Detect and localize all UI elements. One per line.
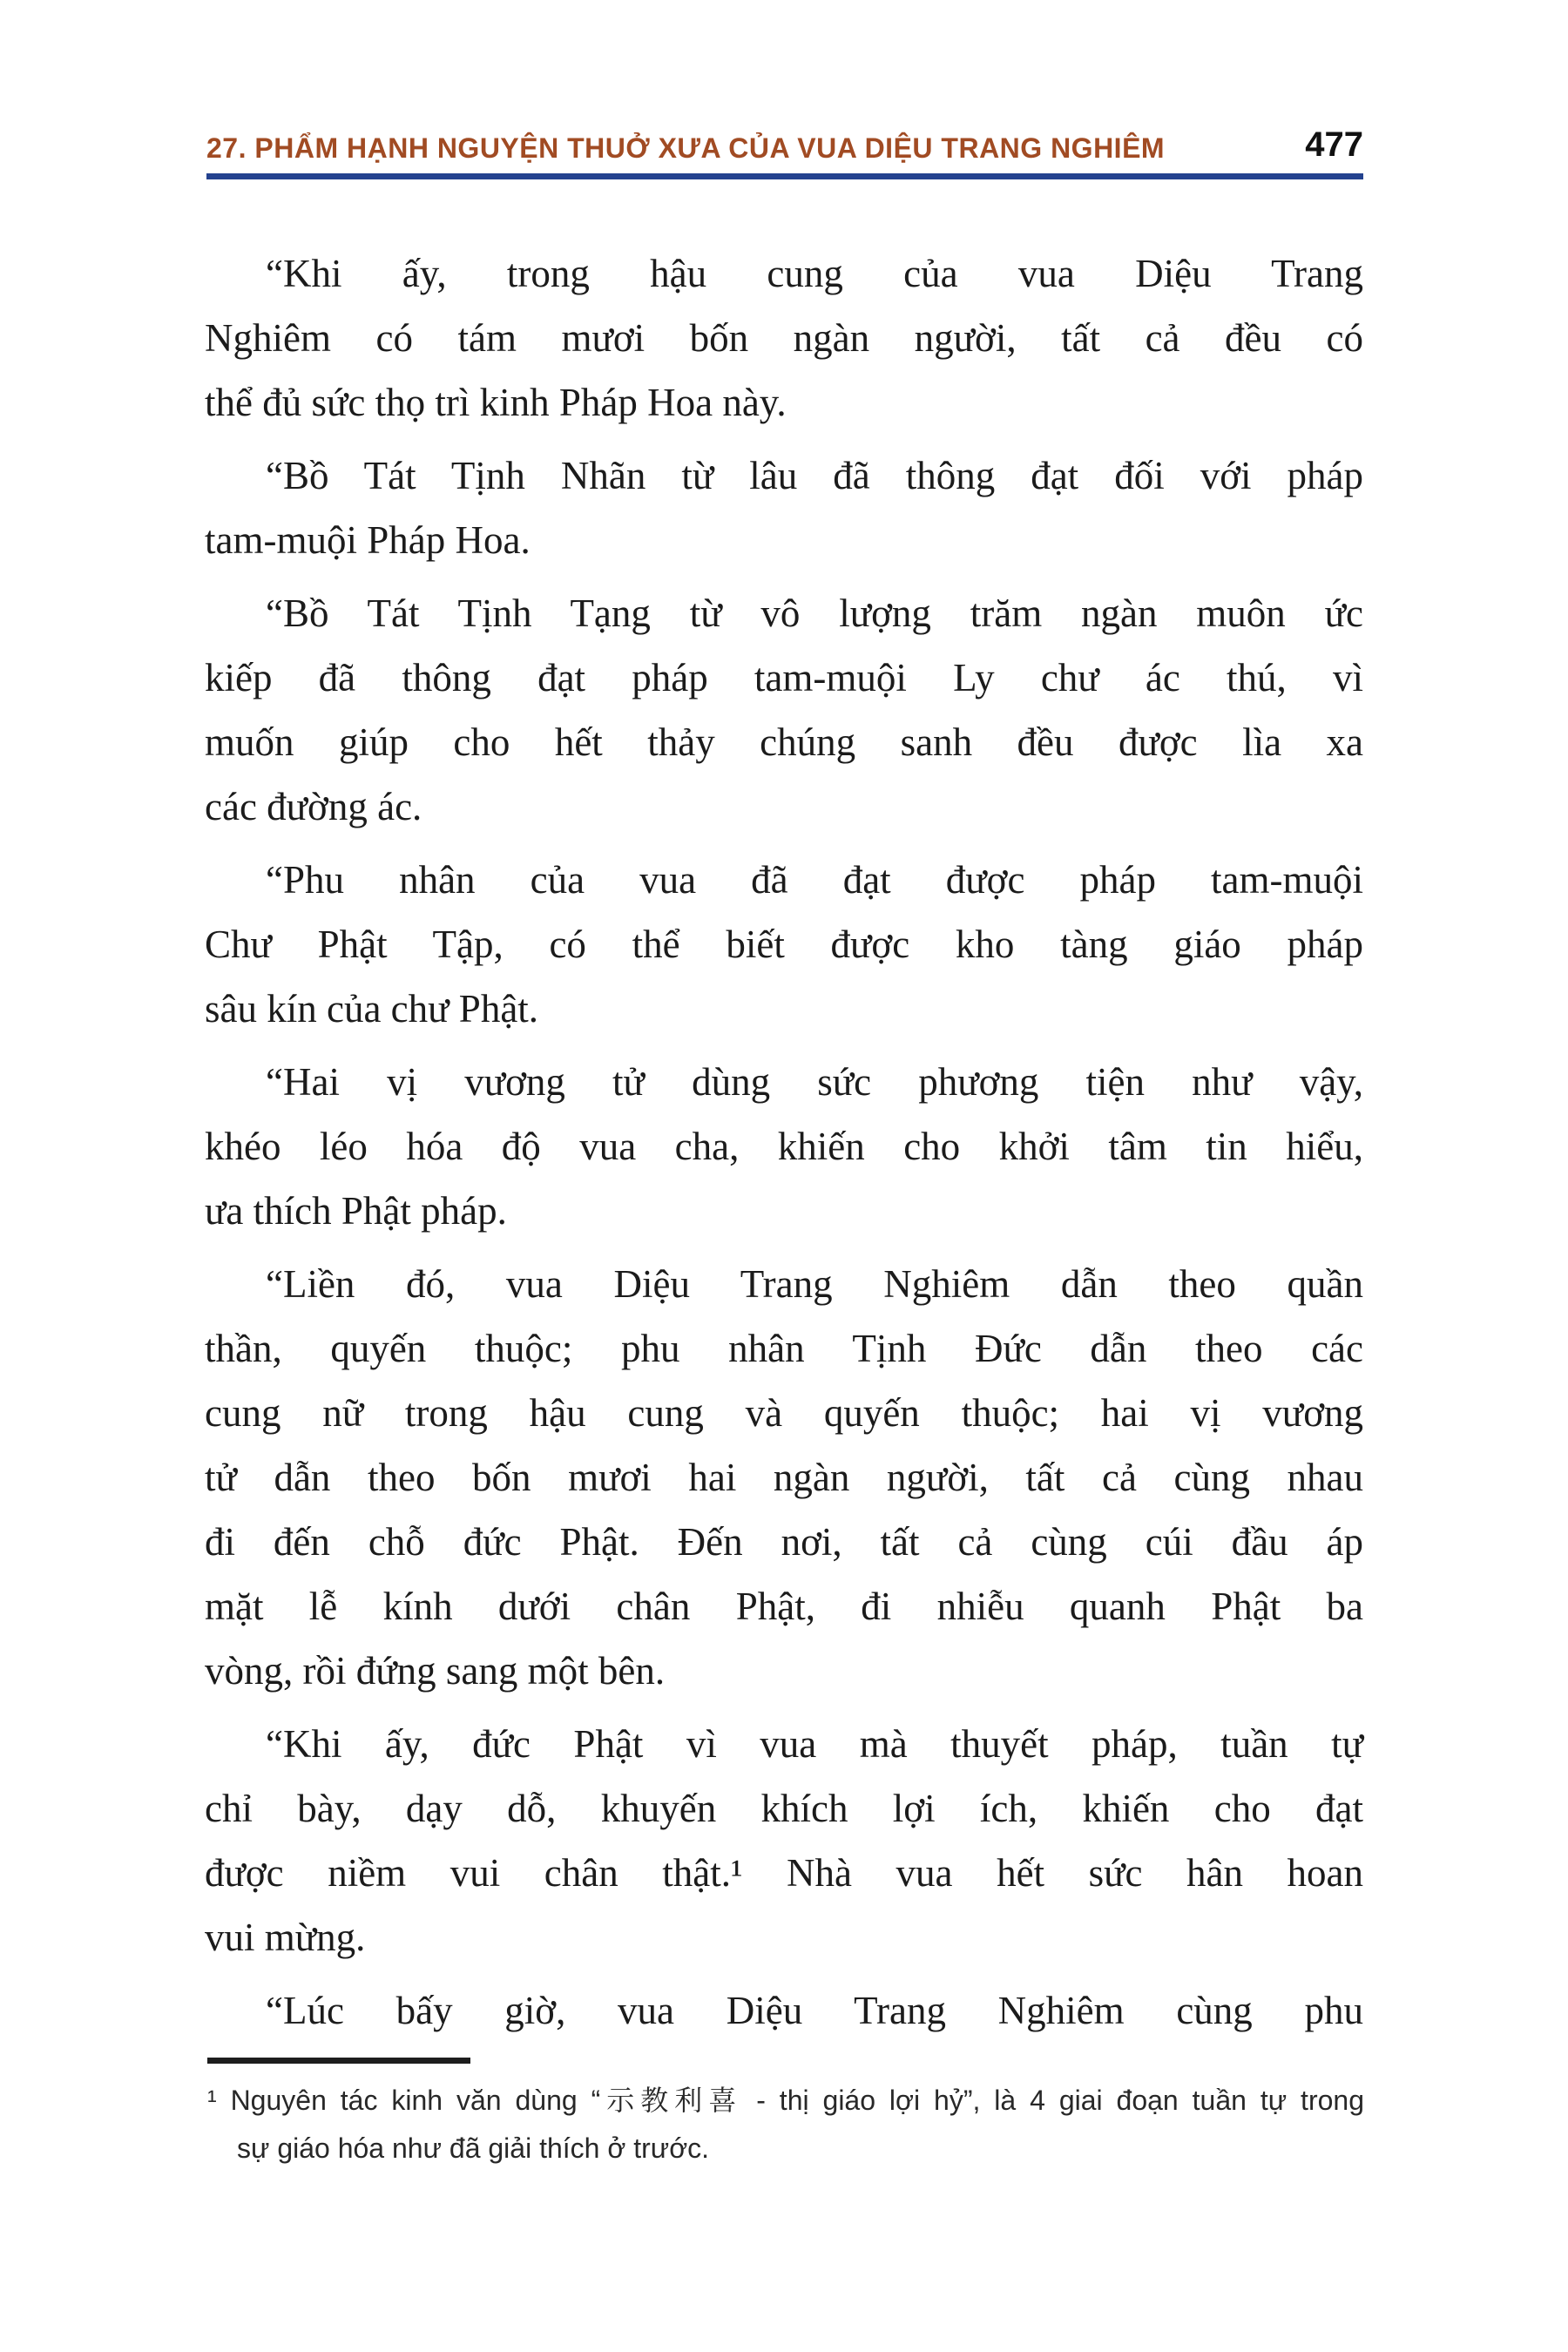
paragraph: [205, 1978, 1363, 2043]
paragraph-line: “Hai vị vương tử dùng sức phương tiện như vậy,: [266, 1060, 1363, 1104]
paragraph-line: các đường ác.: [205, 785, 422, 828]
paragraph-line: “Bồ Tát Tịnh Nhãn từ lâu đã thông đạt đối với pháp: [266, 454, 1363, 497]
footnote-line: ¹ Nguyên tác kinh văn dùng “示教利喜 - thị giáo lợi hỷ”, là 4 giai đoạn tuần tự trong: [207, 2085, 1364, 2116]
paragraph-line: “Phu nhân của vua đã đạt được pháp tam-muội: [266, 858, 1363, 902]
paragraph: [205, 1712, 1363, 1970]
paragraph-line: “Liền đó, vua Diệu Trang Nghiêm dẫn theo quần: [266, 1262, 1363, 1306]
paragraph-line: kiếp đã thông đạt pháp tam-muội Ly chư ác thú, vì: [205, 656, 1363, 700]
header-rule: [206, 173, 1363, 179]
paragraph-line: sâu kín của chư Phật.: [205, 987, 539, 1031]
paragraph-line: đi đến chỗ đức Phật. Đến nơi, tất cả cùng cúi đầu áp: [205, 1520, 1363, 1564]
paragraph: [205, 1252, 1363, 1703]
paragraph-line: “Lúc bấy giờ, vua Diệu Trang Nghiêm cùng phu: [266, 1989, 1363, 2032]
paragraph-line: “Khi ấy, trong hậu cung của vua Diệu Trang: [266, 252, 1363, 295]
page-number: 477: [1305, 125, 1363, 164]
paragraph-line: thể đủ sức thọ trì kinh Pháp Hoa này.: [205, 381, 787, 424]
paragraph-line: chỉ bày, dạy dỗ, khuyến khích lợi ích, khiến cho đạt: [205, 1787, 1363, 1830]
paragraph-line: ưa thích Phật pháp.: [205, 1189, 507, 1233]
paragraph: [205, 1050, 1363, 1243]
paragraph-line: vòng, rồi đứng sang một bên.: [205, 1649, 666, 1693]
paragraph-line: vui mừng.: [205, 1916, 366, 1959]
paragraph-line: khéo léo hóa độ vua cha, khiến cho khởi tâm tin hiểu,: [205, 1125, 1363, 1168]
paragraph-line: mặt lễ kính dưới chân Phật, đi nhiễu quanh Phật ba: [205, 1585, 1363, 1628]
paragraph-line: tam-muội Pháp Hoa.: [205, 518, 531, 562]
paragraph-line: Chư Phật Tập, có thể biết được kho tàng giáo pháp: [205, 923, 1363, 966]
paragraph-line: được niềm vui chân thật.¹ Nhà vua hết sức hân hoan: [205, 1851, 1363, 1895]
paragraph-line: thần, quyến thuộc; phu nhân Tịnh Đức dẫn theo các: [205, 1327, 1363, 1370]
paragraph-line: Nghiêm có tám mươi bốn ngàn người, tất cả đều có: [205, 316, 1363, 360]
body-text: [205, 241, 1363, 2051]
chapter-title: 27. PHẨM HẠNH NGUYỆN THUỞ XƯA CỦA VUA DIỆU TRANG NGHIÊM: [206, 132, 1166, 164]
footnote-line: sự giáo hóa như đã giải thích ở trước.: [237, 2132, 710, 2164]
paragraph-line: muốn giúp cho hết thảy chúng sanh đều được lìa xa: [205, 720, 1363, 764]
footnote-area: [207, 2077, 1364, 2173]
paragraph-line: “Khi ấy, đức Phật vì vua mà thuyết pháp, tuần tự: [266, 1722, 1363, 1766]
paragraph: [205, 443, 1363, 572]
paragraph: [205, 241, 1363, 435]
paragraph-line: “Bồ Tát Tịnh Tạng từ vô lượng trăm ngàn muôn ức: [266, 591, 1363, 635]
paragraph: [205, 581, 1363, 839]
footnote-rule: [207, 2058, 470, 2064]
paragraph-line: tử dẫn theo bốn mươi hai ngàn người, tất cả cùng nhau: [205, 1456, 1363, 1499]
paragraph-line: cung nữ trong hậu cung và quyến thuộc; hai vị vương: [205, 1391, 1363, 1435]
paragraph: [205, 848, 1363, 1041]
